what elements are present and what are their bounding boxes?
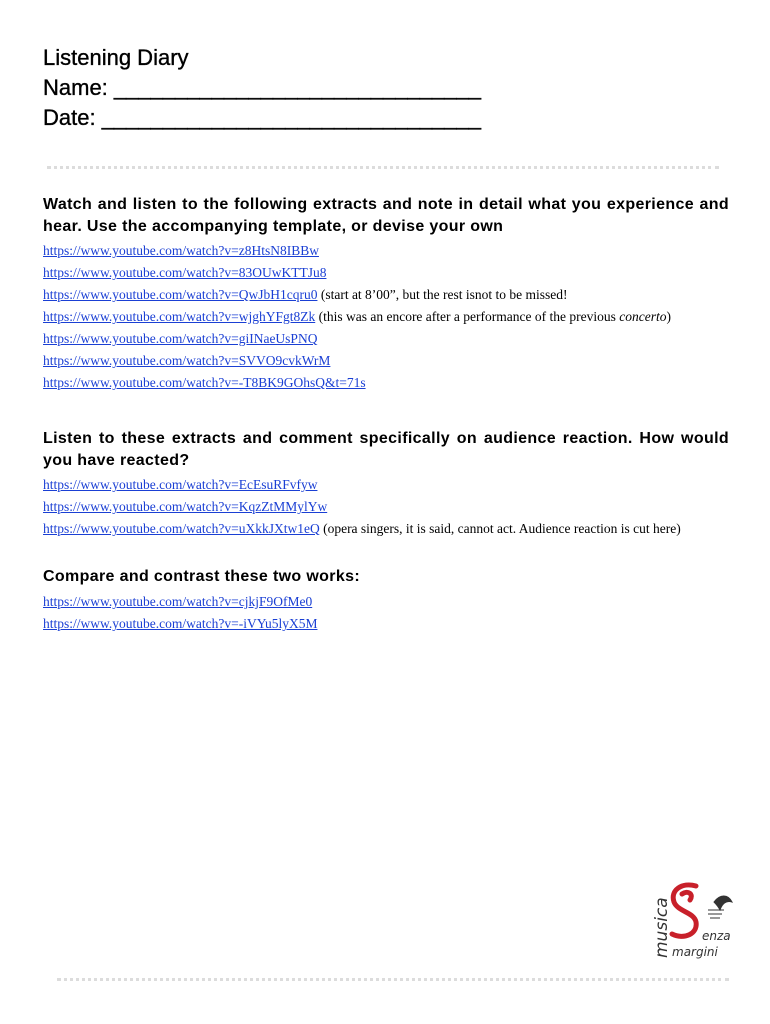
section2-instruction: Listen to these extracts and comment specifically on audience reaction. How would you have reacted?: [43, 430, 729, 469]
date-field-line: Date: _______________________________: [43, 105, 481, 130]
list-item: [43, 376, 729, 390]
list-item: [43, 288, 729, 302]
page-title: Listening Diary: [43, 45, 189, 70]
youtube-link[interactable]: https://www.youtube.com/watch?v=-T8BK9GOhsQ&t=71s: [43, 375, 366, 390]
top-divider: [47, 166, 719, 169]
list-item: [43, 332, 729, 346]
youtube-link[interactable]: https://www.youtube.com/watch?v=giINaeUsPNQ: [43, 331, 318, 346]
logo-word-margini: margini: [672, 945, 718, 959]
youtube-link[interactable]: https://www.youtube.com/watch?v=KqzZtMMylYw: [43, 499, 328, 514]
list-item: [43, 522, 729, 536]
link-note: (opera singers, it is said, cannot act. Audience reaction is cut here): [319, 521, 681, 536]
section2-link-list: [43, 478, 729, 536]
link-note: (this was an encore after a performance of the previous concerto): [315, 309, 671, 324]
logo-word-vertical: musica: [652, 897, 672, 958]
logo-s-swirl-icon: [672, 885, 696, 936]
section1-link-list: [43, 244, 729, 390]
youtube-link[interactable]: https://www.youtube.com/watch?v=-iVYu5lyX5M: [43, 616, 318, 631]
list-item: [43, 266, 729, 280]
youtube-link[interactable]: https://www.youtube.com/watch?v=cjkjF9OfMe0: [43, 594, 313, 609]
section3-link-list: [43, 595, 729, 631]
youtube-link[interactable]: https://www.youtube.com/watch?v=QwJbH1cqru0: [43, 287, 318, 302]
link-note-emphasis: concerto: [619, 309, 667, 324]
youtube-link[interactable]: https://www.youtube.com/watch?v=uXkkJXtw1eQ: [43, 521, 320, 536]
document-header: [43, 43, 481, 133]
list-item: [43, 244, 729, 258]
youtube-link[interactable]: https://www.youtube.com/watch?v=z8HtsN8IBBw: [43, 243, 319, 258]
section3-instruction: Compare and contrast these two works:: [43, 568, 361, 585]
musica-senza-margini-logo: [648, 880, 738, 960]
list-item: [43, 500, 729, 514]
list-item: [43, 310, 729, 324]
youtube-link[interactable]: https://www.youtube.com/watch?v=EcEsuRFvfyw: [43, 477, 318, 492]
list-item: [43, 595, 729, 609]
youtube-link[interactable]: https://www.youtube.com/watch?v=wjghYFgt8Zk: [43, 309, 316, 324]
bottom-divider: [57, 978, 729, 981]
link-note: (start at 8’00”, but the rest isnot to be missed!: [317, 287, 568, 302]
list-item: [43, 617, 729, 631]
name-field-line: Name: ______________________________: [43, 75, 481, 100]
list-item: [43, 354, 729, 368]
list-item: [43, 478, 729, 492]
bird-icon: [708, 896, 732, 918]
youtube-link[interactable]: https://www.youtube.com/watch?v=SVVO9cvkWrM: [43, 353, 331, 368]
logo-word-senza: enza: [702, 929, 731, 943]
youtube-link[interactable]: https://www.youtube.com/watch?v=83OUwKTTJu8: [43, 265, 327, 280]
section1-instruction: Watch and listen to the following extracts and note in detail what you experience and hear. Use the accompanying template, or devise your own: [43, 196, 729, 235]
